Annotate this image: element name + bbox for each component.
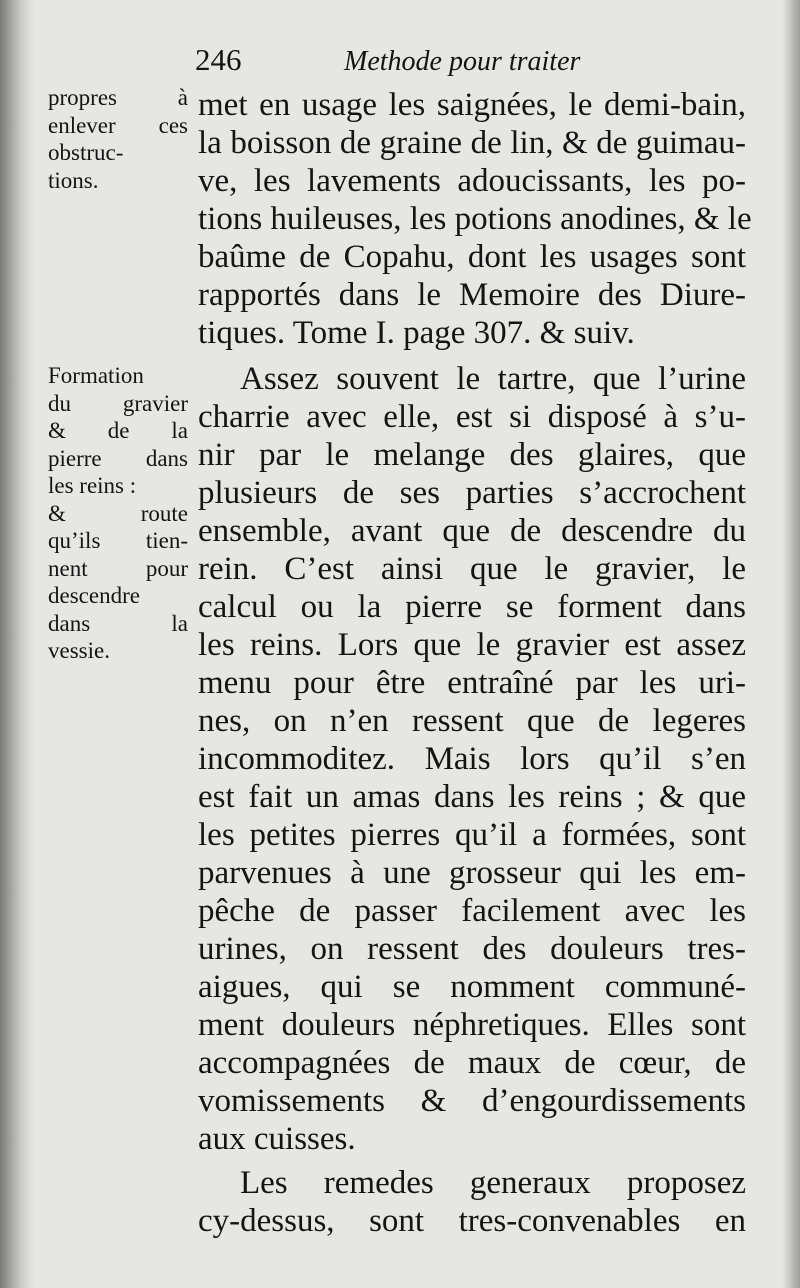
margin-note-line: obstruc- <box>48 140 124 165</box>
margin-note-line: propres à <box>48 85 188 110</box>
body-line: plusieurs de ses parties s’accrochent <box>198 475 746 511</box>
body-line: la boisson de graine de lin, & de guimau- <box>198 125 746 161</box>
body-line: rapportés dans le Memoire des Diure- <box>198 277 746 313</box>
margin-note-line: pierre dans <box>48 445 188 471</box>
margin-note-line: enlever ces <box>48 112 188 138</box>
margin-note-line: vessie. <box>48 638 110 663</box>
margin-note-line: & route <box>48 500 188 526</box>
body-line: calcul ou la pierre se forment dans <box>198 589 746 625</box>
body-line: baûme de Copahu, dont les usages sont <box>198 239 746 275</box>
body-line: nes, on n’en ressent que de legeres <box>198 703 746 739</box>
margin-note-line: dans la <box>48 610 188 636</box>
body-line: est fait un amas dans les reins ; & que <box>198 779 746 815</box>
body-line: rein. C’est ainsi que le gravier, le <box>198 551 746 587</box>
body-line: les reins. Lors que le gravier est assez <box>198 627 746 663</box>
body-line: urines, on ressent des douleurs tres- <box>198 931 746 967</box>
body-line: tiques. Tome I. page 307. & suiv. <box>198 315 635 351</box>
margin-note-line: Formation <box>48 363 144 388</box>
body-line: Les remedes generaux proposez <box>240 1165 746 1201</box>
running-title: Methode pour traiter <box>344 46 581 77</box>
body-line: ment douleurs néphretiques. Elles sont <box>198 1007 746 1043</box>
margin-note-line: les reins : <box>48 473 137 498</box>
margin-note-line: du gravier <box>48 390 188 416</box>
body-line: parvenues à une grosseur qui les em- <box>198 855 746 891</box>
margin-note-line: descendre <box>48 583 140 608</box>
body-line: vomissements & d’engourdissements <box>198 1083 746 1119</box>
margin-note-line: qu’ils tien- <box>48 528 188 553</box>
body-line: ve, les lavements adoucissants, les po- <box>198 163 746 199</box>
page-number: 246 <box>195 42 242 77</box>
margin-note-line: nent pour <box>48 555 188 581</box>
body-line: aigues, qui se nomment communé- <box>198 969 746 1005</box>
margin-note-formation-gravier <box>48 362 188 665</box>
page-header <box>0 42 800 86</box>
margin-note-line: & de la <box>48 418 188 443</box>
body-line: aux cuisses. <box>198 1121 356 1157</box>
body-line: charrie avec elle, est si disposé à s’u- <box>198 399 746 435</box>
body-line: nir par le melange des glaires, que <box>198 437 746 473</box>
body-line: pêche de passer facilement avec les <box>198 893 746 929</box>
body-line: accompagnées de maux de cœur, de <box>198 1045 746 1081</box>
body-line: les petites pierres qu’il a formées, sont <box>198 817 746 853</box>
body-line: cy-dessus, sont tres-convenables en <box>198 1203 746 1239</box>
margin-note-line: tions. <box>48 167 99 193</box>
body-line: ensemble, avant que de descendre du <box>198 513 746 549</box>
margin-note-obstructions <box>48 84 188 194</box>
body-line: menu pour être entraîné par les uri- <box>198 665 746 701</box>
body-line: tions huileuses, les potions anodines, & le <box>198 201 752 237</box>
body-line: met en usage les saignées, le demi-bain, <box>198 87 746 123</box>
body-line: incommoditez. Mais lors qu’il s’en <box>198 741 746 777</box>
body-line: Assez souvent le tartre, que l’urine <box>240 361 746 397</box>
